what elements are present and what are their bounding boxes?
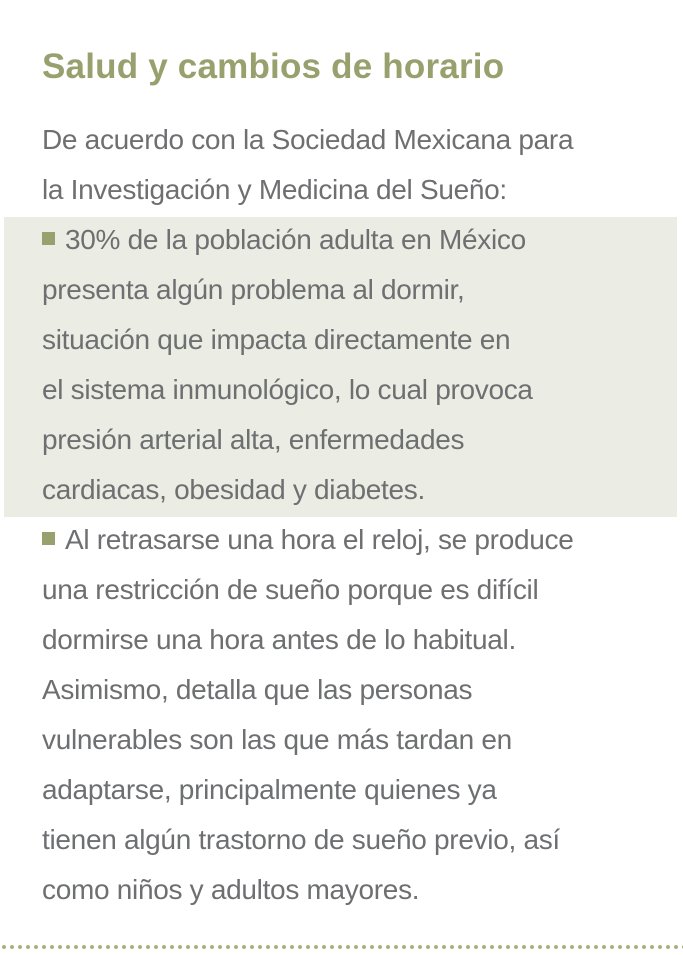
section-title: Salud y cambios de horario bbox=[42, 47, 505, 86]
bullet-text: Al retrasarse una hora el reloj, se produce bbox=[65, 524, 574, 555]
bullet-line: una restricción de sueño porque es difícil bbox=[42, 574, 539, 605]
bullet-line: como niños y adultos mayores. bbox=[42, 874, 420, 905]
bullet-line: Asimismo, detalla que las personas bbox=[42, 674, 473, 705]
bullet-line: situación que impacta directamente en bbox=[42, 324, 511, 355]
bullet-line: vulnerables son las que más tardan en bbox=[42, 724, 512, 755]
bullet-line: el sistema inmunológico, lo cual provoca bbox=[42, 374, 533, 405]
dotted-divider bbox=[0, 944, 683, 950]
square-bullet-icon bbox=[42, 532, 55, 545]
bullet-item-first-line bbox=[42, 522, 574, 558]
bullet-line: presenta algún problema al dormir, bbox=[42, 274, 465, 305]
intro-line: De acuerdo con la Sociedad Mexicana para bbox=[42, 124, 574, 155]
bullet-line: adaptarse, principalmente quienes ya bbox=[42, 774, 497, 805]
bullet-item-first-line bbox=[42, 222, 526, 258]
bullet-line: dormirse una hora antes de lo habitual. bbox=[42, 624, 516, 655]
bullet-line: presión arterial alta, enfermedades bbox=[42, 424, 465, 455]
bullet-line: cardiacas, obesidad y diabetes. bbox=[42, 474, 425, 505]
bullet-text: 30% de la población adulta en México bbox=[65, 224, 526, 255]
intro-line: la Investigación y Medicina del Sueño: bbox=[42, 174, 507, 205]
square-bullet-icon bbox=[42, 232, 55, 245]
bullet-line: tienen algún trastorno de sueño previo, así bbox=[42, 824, 560, 855]
